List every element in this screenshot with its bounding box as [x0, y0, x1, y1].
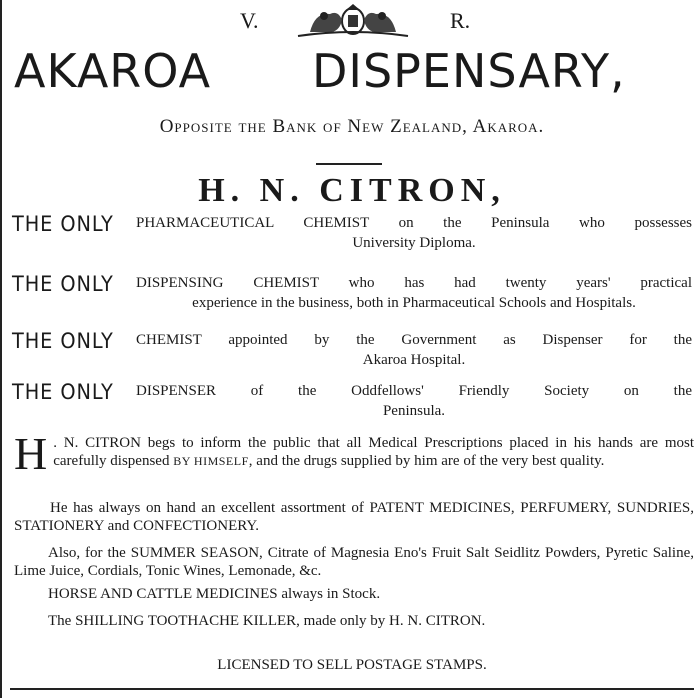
- claim-line-1: DISPENSING CHEMIST who has had twenty years' practical: [136, 275, 692, 291]
- title-word-akaroa: AKAROA: [14, 44, 212, 98]
- stock-paragraph: He has always on hand an excellent assortment of PATENT MEDICINES, PERFUMERY, SUNDRIES, STATIONERY and CONFECTIONERY.: [14, 500, 694, 534]
- header-left-letter: V.: [240, 8, 259, 33]
- claim-line-1: CHEMIST appointed by the Government as Dispenser for the: [136, 332, 692, 348]
- claim-line-2: experience in the business, both in Pharmaceutical Schools and Hospitals.: [192, 295, 636, 311]
- claim-line-2: University Diploma.: [352, 235, 476, 251]
- address-subtitle: Opposite the Bank of New Zealand, Akaroa.: [159, 116, 545, 137]
- claim-label: THE ONLY: [12, 329, 114, 353]
- claim-line-1: PHARMACEUTICAL CHEMIST on the Peninsula who possesses: [136, 215, 692, 231]
- intro-emphasis: BY HIMSELF: [173, 454, 249, 468]
- title-word-dispensary: DISPENSARY,: [312, 44, 626, 98]
- divider-bottom: [10, 688, 694, 690]
- postage-stamps-line: LICENSED TO SELL POSTAGE STAMPS.: [217, 657, 487, 673]
- drop-cap: H: [14, 428, 48, 479]
- summer-paragraph: Also, for the SUMMER SEASON, Citrate of Magnesia Eno's Fruit Salt Seidlitz Powders, Pyretic Saline, Lime Juice, Cordials, Tonic Wines, Lemonade, &c.: [14, 545, 694, 579]
- intro-paragraph: [14, 428, 694, 479]
- claim-line-2: Akaroa Hospital.: [362, 352, 466, 368]
- claim-label: THE ONLY: [12, 272, 114, 296]
- toothache-line: The SHILLING TOOTHACHE KILLER, made only by H. N. CITRON.: [48, 613, 486, 629]
- divider-short: [316, 163, 382, 165]
- claim-label: THE ONLY: [12, 380, 114, 404]
- horse-cattle-line: HORSE AND CATTLE MEDICINES always in Stock.: [48, 586, 381, 602]
- claim-line-1: DISPENSER of the Oddfellows' Friendly Society on the: [136, 383, 692, 399]
- claim-label: THE ONLY: [12, 212, 114, 236]
- proprietor-name: H. N. CITRON,: [198, 172, 506, 209]
- header-row: [2, 2, 700, 42]
- claim-line-2: Peninsula.: [382, 403, 446, 419]
- intro-text-end: , and the drugs supplied by him are of the very best quality.: [248, 453, 605, 469]
- royal-coat-of-arms-icon: [290, 2, 416, 40]
- intro-text-start: . N. CITRON begs to inform the public that all Medical Prescriptions placed in his hands are most carefully dispensed: [53, 435, 694, 469]
- header-right-letter: R.: [450, 8, 471, 33]
